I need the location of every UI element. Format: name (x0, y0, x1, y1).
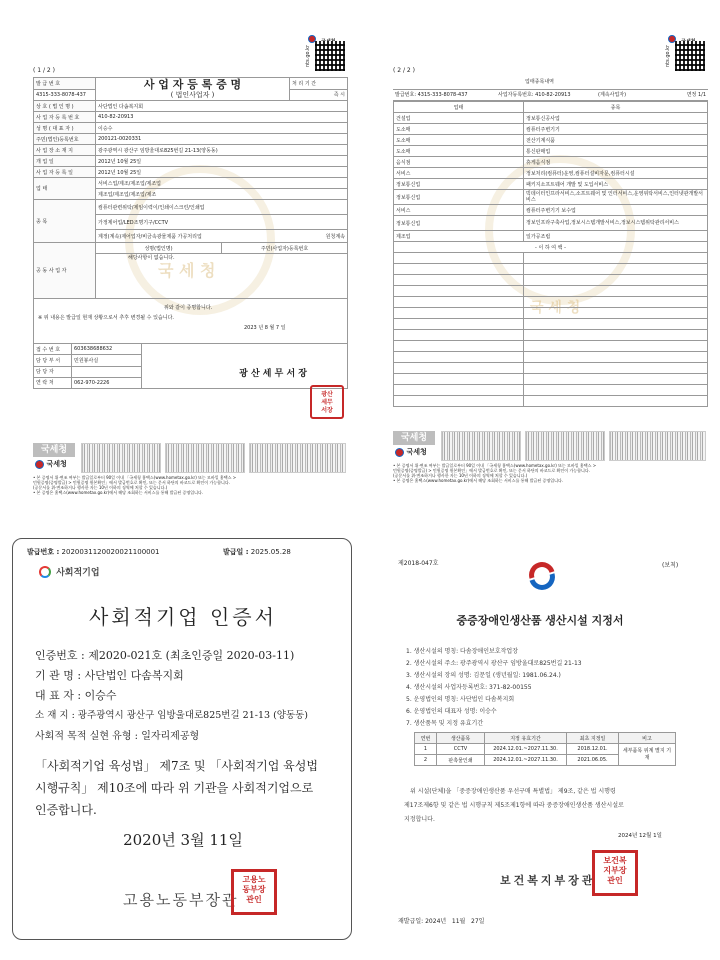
row-value: 광주광역시 광산구 임방울대로825번길 21-13(양동동) (96, 145, 348, 156)
designation-body-line: 위 시설(단체)을 「중증장애인생산품 우선구매 특별법」 제9조, 같은 법 시행령 (410, 788, 616, 795)
official-seal-icon (231, 869, 277, 915)
receipt-value: 603638688632 (72, 344, 142, 355)
qr-code-icon (675, 41, 705, 71)
item-cell: 컴퓨터주변기기 (524, 124, 708, 135)
cert-number-line (27, 547, 160, 557)
joint-col-name: 성명(법인명) (96, 243, 222, 254)
registration-table (33, 77, 348, 389)
facility-info-line: 1. 생산시설의 명칭: 다솜장애인보호작업장 (406, 648, 519, 655)
barcode-icon (441, 431, 521, 461)
item-cell: 정보처리(컴퓨터)운영,컴퓨터설비자문,컴퓨터시설 (524, 168, 708, 179)
nts-badge-text: 국세청 (400, 433, 428, 443)
issue-no-label: 발 급 번 호 (34, 78, 96, 90)
business-registration-certificate (25, 25, 350, 495)
products-table (414, 732, 676, 766)
document-number: 제2018-047호 (398, 560, 439, 567)
nts-badge-text: 국세청 (40, 445, 68, 455)
table-cell: 2018.12.01. (567, 744, 619, 755)
footnote-line: • 본 증명은 홈택스(www.hometax.go.kr)에서 해당 조회하는 서비스를 통해 발급된 증명입니다. (393, 478, 564, 483)
table-cell: 판촉물인쇄 (437, 755, 485, 766)
row-label: 성 명 ( 대 표 자 ) (34, 123, 96, 134)
office-name: 광 산 세 무 서 장 (239, 369, 307, 379)
end-marker: - 이 하 여 백 - (394, 242, 708, 253)
social-enterprise-logo (39, 561, 100, 580)
facility-info-line: 2. 생산시설의 주소: 광주광역시 광산구 임방울대로825번길 21-13 (406, 660, 582, 667)
qr-code-icon (315, 41, 345, 71)
social-enterprise-emblem-icon (39, 566, 51, 578)
item-cell: 컴퓨터주변기기 보수업 (524, 205, 708, 216)
detail-heading: 업태종목내역 (525, 79, 554, 85)
business-item-label: 종 목 (34, 200, 96, 243)
designation-body-line: 지정합니다. (404, 816, 435, 823)
cert-body-line: 「사회적기업 육성법」 제7조 및 「사회적기업 육성법 (35, 759, 318, 773)
item-cell: 정보통신공사업 (524, 113, 708, 124)
table-cell: 2024.12.01.~2027.11.30. (485, 744, 567, 755)
seal-text: 고용노동부장관인 (242, 875, 266, 904)
type-cell: 음식점 (394, 157, 524, 168)
seal-text: 보건복지부장관인 (603, 856, 627, 885)
barcode-icon (165, 443, 245, 473)
row-label: 사 업 자 등 록 일 (34, 167, 96, 178)
type-cell: 서비스 (394, 205, 524, 216)
issue-no-value: 4315-333-8078-437 (34, 89, 96, 101)
cert-info-line: 기 관 명 : 사단법인 다솜복지회 (35, 669, 184, 682)
type-cell: 정보통신업 (394, 216, 524, 231)
receipt-label: 담 당 자 (34, 366, 72, 377)
table-note: 세부품목 위계 별지 기재 (619, 744, 676, 766)
watermark-text: 국 세 청 (530, 300, 581, 316)
certificate-title: 사 업 자 등 록 증 명 (143, 78, 242, 91)
government-emblem-icon (528, 562, 556, 590)
nts-emblem-icon (395, 448, 404, 457)
table-header: 최초 지정일 (567, 733, 619, 744)
col-type-header: 업태 (394, 102, 524, 113)
row-value: 200121-0020331 (96, 134, 348, 145)
issue-date: 2023 년 8 월 7 일 (244, 325, 286, 331)
row-label: 사 업 자 등 록 번 호 (34, 112, 96, 123)
row-value: 2012년 10월 25일 (96, 156, 348, 167)
barcode-icon (609, 431, 706, 461)
business-item-line: 컴퓨터관련위탁/제임이력이/인쇄이스크린/인쇄업 (96, 200, 348, 215)
nts-badge (33, 443, 75, 457)
receipt-label: 연 락 처 (34, 377, 72, 388)
nts-side-text: nts.go.kr (665, 44, 671, 67)
certificate-title: 사회적기업 인증서 (89, 605, 277, 629)
table-cell: 2024.12.01.~2027.11.30. (485, 755, 567, 766)
cert-body-line: 인증합니다. (35, 803, 97, 817)
page-indicator: ( 2 / 2 ) (393, 67, 415, 74)
footnotes (393, 463, 713, 483)
footnote-line: • 본 증명서 위·변조 여부는 발급일로부터 90일 이내 「국세청 홈택스(www.hometax.go.kr) 또는 모바일 홈택스 > (33, 475, 237, 480)
business-item-line: 가정제어업/LED조명기구/CCTV (96, 215, 348, 230)
item-cell: 빅데이터인프라서비스,소프트웨어 및 인터서비스,운영위탁서비스,인터넷관개발서비스 (524, 190, 708, 205)
table-cell: CCTV (437, 744, 485, 755)
type-cell: 정보통신업 (394, 179, 524, 190)
designation-body-line: 제17조제6항 및 같은 법 시행규칙 제5조제1항에 따라 중증장애인생산품 생산시설로 (404, 802, 624, 809)
item-cell: 정보인프라구축사업,정보시스템개발서비스,정보시스템위탁관리서비스 (524, 216, 708, 231)
footnote-line: 민원증명(증명발급) > 민원증명 원본확인」에서 발급번호로 확인, 또는 문서 하단의 바코드로 확인이 가능합니다. (33, 480, 231, 485)
item-cell: 전산기계식품 (524, 135, 708, 146)
bottom-barcode-area (393, 431, 708, 461)
certificate-subtitle: ( 법인사업자 ) (170, 91, 215, 99)
page-indicator: ( 1 / 2 ) (33, 67, 55, 74)
bottom-barcode-area (33, 443, 348, 473)
footnote-line: • 본 증명은 홈택스(www.hometax.go.kr)에서 해당 조회하는 서비스를 통해 발급된 증명입니다. (33, 490, 204, 495)
row-value: 410-82-20913 (96, 112, 348, 123)
receipt-label: 접 수 번 호 (34, 344, 72, 355)
barcode-icon (249, 443, 346, 473)
type-cell: 정보통신업 (394, 190, 524, 205)
detail-meta-line (393, 89, 708, 101)
type-cell: 서비스 (394, 168, 524, 179)
issue-date-label: 발급일 : (223, 548, 249, 556)
designation-title: 중증장애인생산품 생산시설 지정서 (456, 614, 624, 627)
reissue-date: 재발급일: 2024년 11월 27일 (398, 918, 485, 925)
nts-bottom-logo (35, 459, 67, 469)
table-cell: 2021.06.05. (567, 755, 619, 766)
side-label: (보칙) (662, 562, 679, 569)
joint-watermark-text: 국 세 청 (158, 261, 216, 280)
row-label: 사 업 장 소 재 지 (34, 145, 96, 156)
type-cell: 제조업 (394, 231, 524, 242)
proof-text: 위와 같이 증명합니다. (164, 305, 213, 311)
facility-info-line: 5. 운영법인의 명칭: 사단법인 다솜복지회 (406, 696, 515, 703)
reg-no-text: 사업자등록번호: 410-82-20913 (498, 92, 571, 98)
issue-no-text: 발급번호: 4315-333-8078-437 (395, 92, 468, 98)
cert-number-label: 발급번호 : (27, 548, 60, 556)
process-period-label: 처 리 기 간 (290, 78, 348, 90)
nts-bottom-logo-text: 국세청 (46, 460, 67, 468)
type-cell: 도소매 (394, 146, 524, 157)
certificate-date: 2020년 3월 11일 (123, 831, 243, 849)
joint-none-text: 해당사항이 없습니다. (128, 255, 175, 261)
nts-emblem-icon (35, 460, 44, 469)
business-type-label: 업 태 (34, 178, 96, 200)
item-cell: 휴게음식점 (524, 157, 708, 168)
receipt-value: 062-970-2226 (72, 377, 142, 388)
social-enterprise-certificate (12, 538, 352, 940)
table-header: 연번 (415, 733, 437, 744)
disabled-products-facility-designation (370, 540, 710, 940)
cert-info-line: 인증번호 : 제2020-021호 (최초인증일 2020-03-11) (35, 649, 295, 662)
nts-bottom-logo-text: 국세청 (406, 448, 427, 456)
notice-text: ※ 위 내용은 발급일 현재 상황으로서 추후 변경될 수 있습니다. (38, 315, 175, 321)
official-seal-icon: 광산 세무 서장 (310, 385, 344, 419)
item-cell: 통신판매업 (524, 146, 708, 157)
cert-body-line: 시행규칙」 제10조에 따라 위 기관을 사회적기업으로 (35, 781, 314, 795)
issue-date-line (223, 547, 291, 557)
type-cell: 건설업 (394, 113, 524, 124)
continuing-business-text: (계속사업자) (598, 92, 627, 98)
row-value: 2012년 10월 25일 (96, 167, 348, 178)
business-type-line: 서비스업/제조/제조업/제조업 (96, 178, 348, 189)
joint-business-label: 공 동 사 업 자 (34, 243, 96, 299)
process-period-value: 즉 시 (290, 89, 348, 101)
barcode-icon (525, 431, 605, 461)
receipt-value (72, 366, 142, 377)
cert-number-value: 2020031120020021100001 (61, 548, 160, 556)
page-count-text: 면정 1/1 (686, 92, 706, 98)
items-table (393, 101, 708, 407)
nts-badge (393, 431, 435, 445)
row-label: 주민(법인)등록번호 (34, 134, 96, 145)
joint-col-id: 주민(사업자)등록번호 (222, 243, 348, 254)
facility-info-line: 6. 운영법인의 대표자 성명: 이승수 (406, 708, 497, 715)
issuer-name: 보건복지부장관 (500, 874, 596, 887)
footnote-line: (공문서를 위·변조하거나 행사한 자는 10년 이하의 징역에 처할 수 있습니다.) (33, 485, 168, 490)
business-type-line: 제조업/제조업/제조업/제조 (96, 189, 348, 200)
nts-logo (668, 28, 708, 38)
item-cell: 일가공조립 (524, 231, 708, 242)
row-value: 사단법인 다솜복지회 (96, 101, 348, 112)
issue-date-value: 2025.05.28 (250, 548, 291, 556)
continued-note: 원청계속 (325, 233, 345, 240)
issuer-name: 고용노동부장관 (123, 891, 239, 909)
receipt-value: 민원봉사실 (72, 355, 142, 366)
type-cell: 도소매 (394, 124, 524, 135)
row-label: 상 호 ( 법 인 명 ) (34, 101, 96, 112)
receipt-label: 담 당 부 서 (34, 355, 72, 366)
row-label: 개 업 일 (34, 156, 96, 167)
cert-info-line: 사회적 목적 실현 유형 : 일자리제공형 (35, 731, 200, 742)
footnotes (33, 475, 353, 495)
type-cell: 도소매 (394, 135, 524, 146)
barcode-icon (81, 443, 161, 473)
facility-info-line: 3. 생산시설의 장의 성명: 김문일 (생년월일: 1981.06.24.) (406, 672, 561, 679)
table-cell: 1 (415, 744, 437, 755)
table-header: 비고 (619, 733, 676, 744)
logo-text: 사회적기업 (56, 568, 100, 578)
facility-info-line: 7. 생산품목 및 지정 유효기간 (406, 720, 484, 727)
nts-bottom-logo (395, 447, 427, 457)
designation-date: 2024년 12월 1일 (618, 833, 662, 839)
table-cell: 2 (415, 755, 437, 766)
business-item-line: 계정(계속)제어업자/비금속광물제품 가공처리업 (98, 233, 202, 240)
facility-info-line: 4. 생산시설의 사업자등록번호: 371-82-00155 (406, 684, 532, 691)
table-header: 지정 유효기간 (485, 733, 567, 744)
footnote-line: • 본 증명서 위·변조 여부는 발급일로부터 90일 이내 「국세청 홈택스(www.hometax.go.kr) 또는 모바일 홈택스 > (393, 463, 597, 468)
cert-info-line: 대 표 자 : 이승수 (35, 689, 117, 702)
business-items-detail (385, 25, 710, 490)
official-seal-icon (592, 850, 638, 896)
nts-logo (308, 28, 348, 38)
footnote-line: (공문서를 위·변조하거나 행사한 자는 10년 이하의 징역에 처할 수 있습니다.) (393, 473, 528, 478)
cert-info-line: 소 재 지 : 광주광역시 광산구 임방울대로825번길 21-13 (양동동) (35, 710, 309, 721)
table-header: 생산품목 (437, 733, 485, 744)
item-cell: 패키지소프트웨어 개발 및 도입서비스 (524, 179, 708, 190)
col-item-header: 종목 (524, 102, 708, 113)
nts-side-text: nts.go.kr (305, 44, 311, 67)
footnote-line: 민원증명(증명발급) > 민원증명 원본확인」에서 발급번호로 확인, 또는 문서 하단의 바코드로 확인이 가능합니다. (393, 468, 591, 473)
row-value: 이승수 (96, 123, 348, 134)
